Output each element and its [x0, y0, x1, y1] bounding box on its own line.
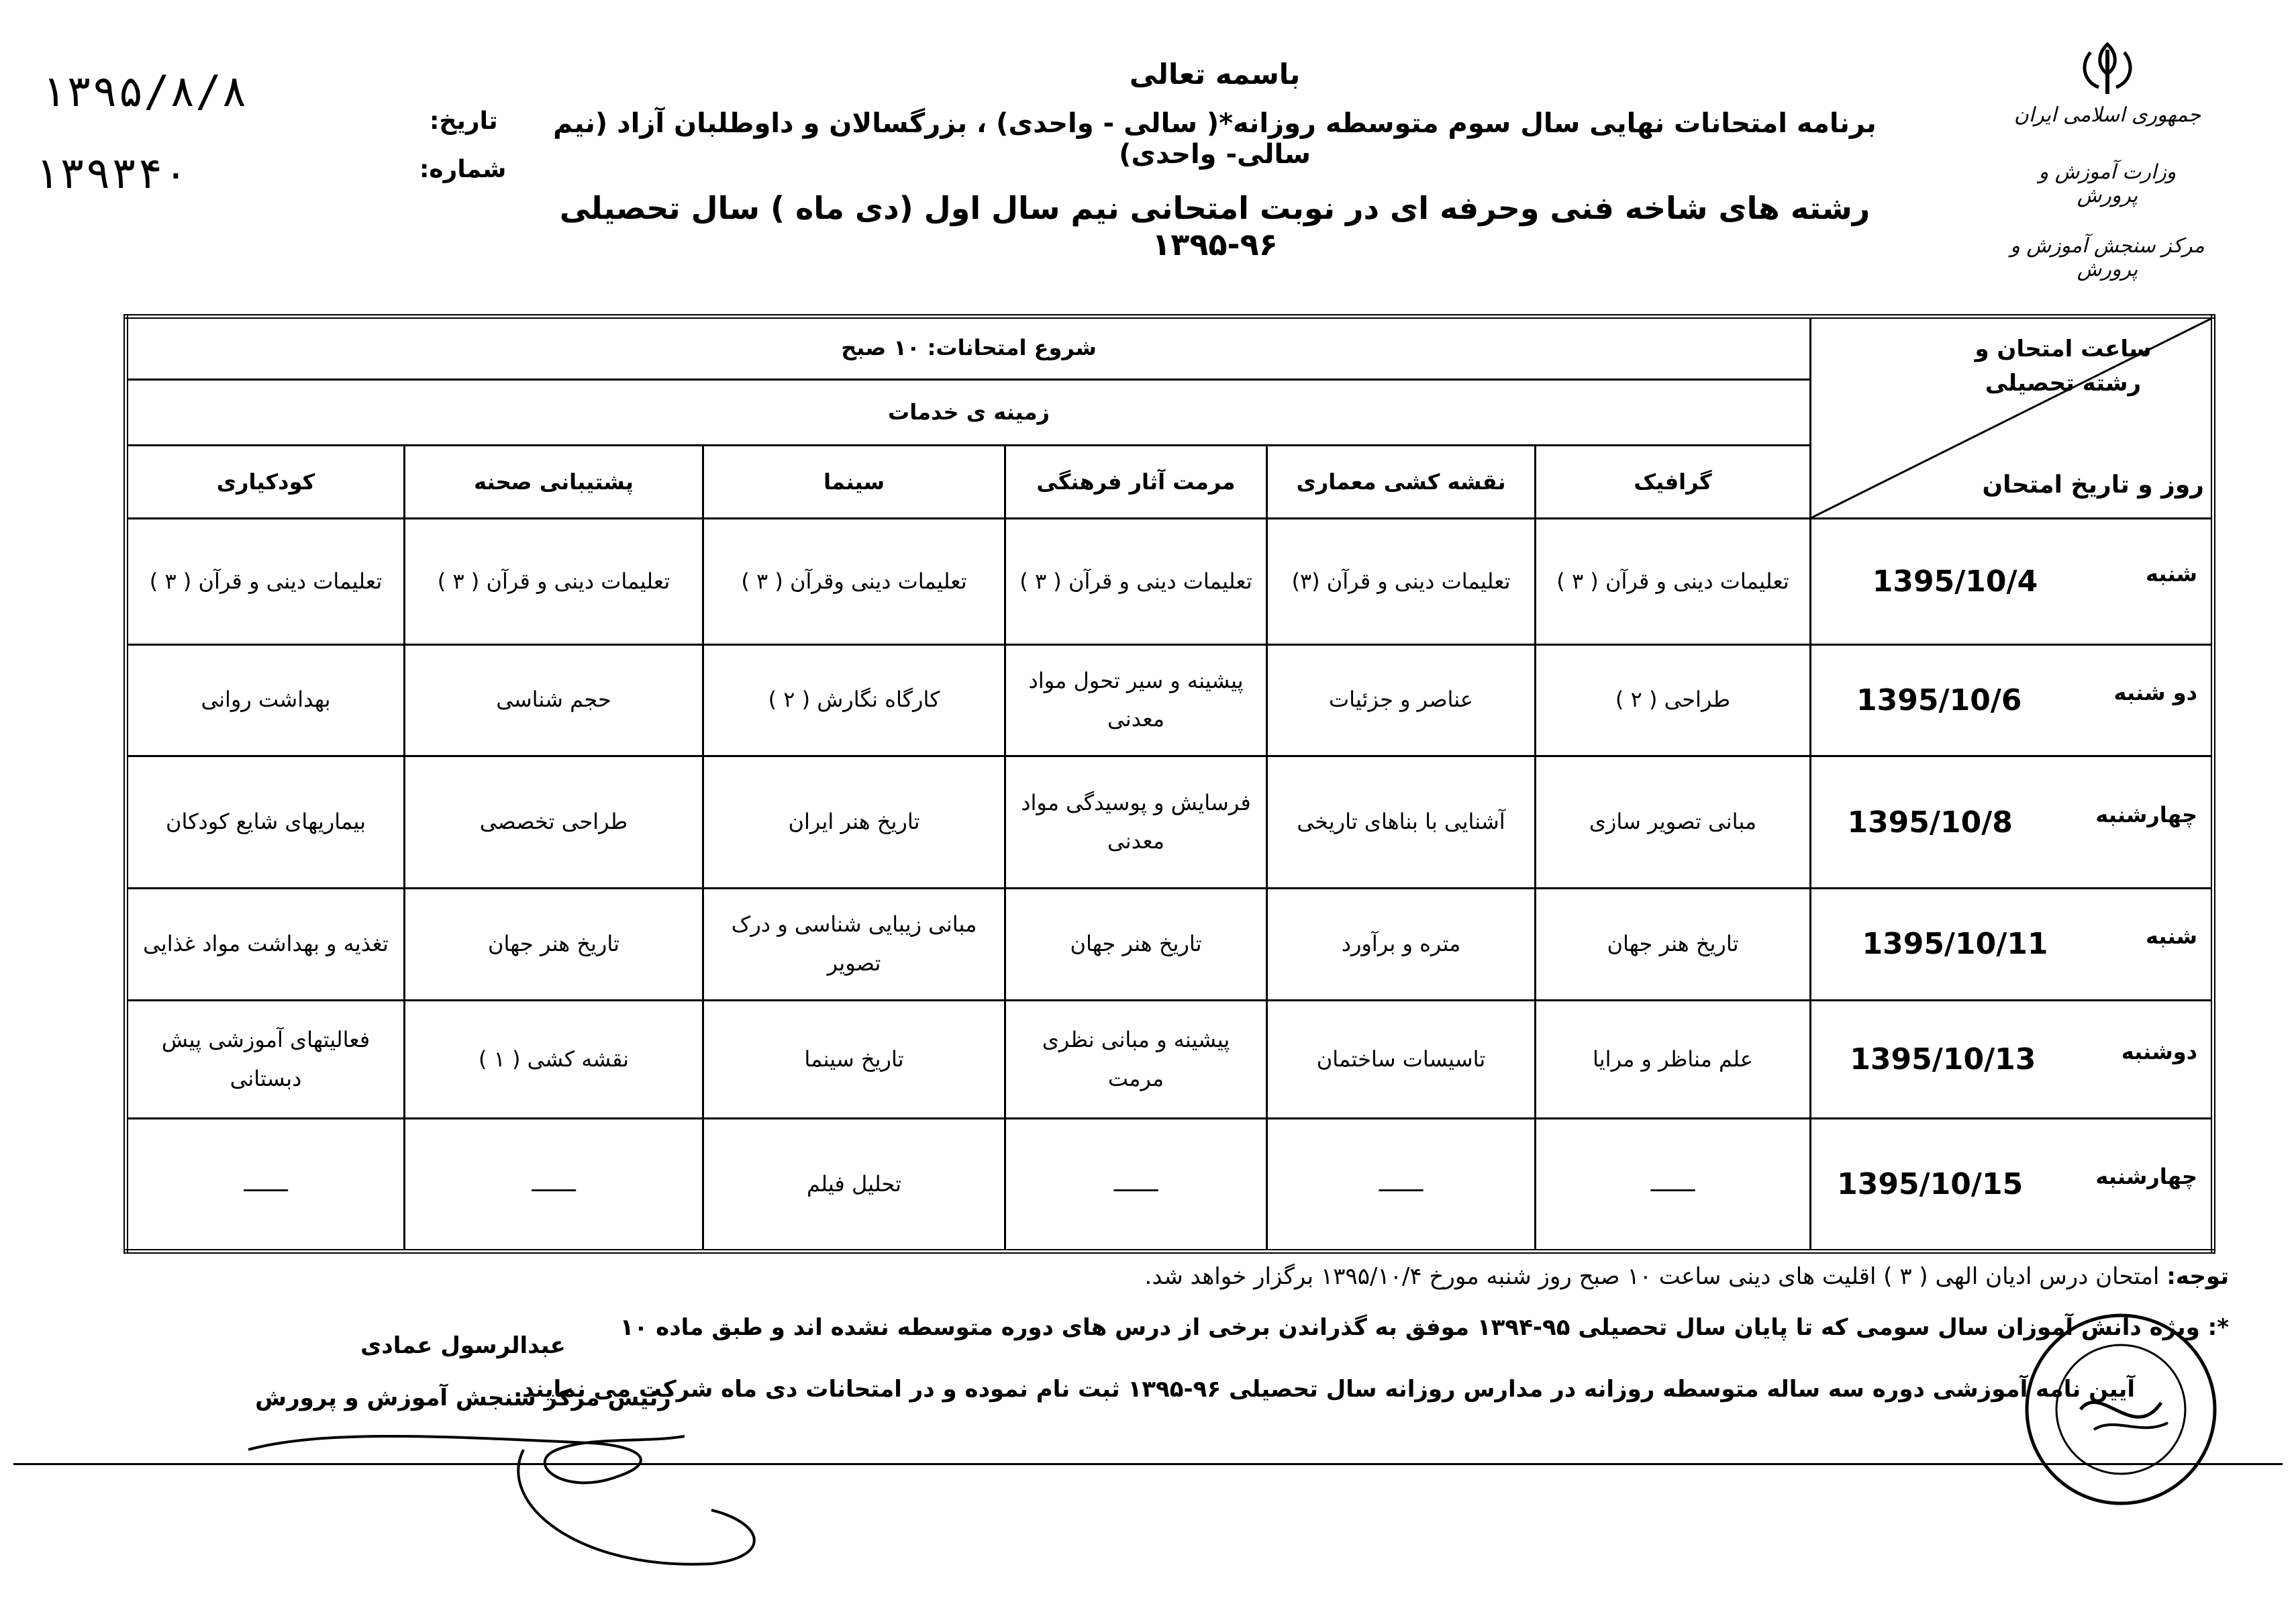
note-1: [81, 1263, 2229, 1290]
day-name: دو شنبه: [2113, 679, 2197, 705]
page-divider: [13, 1463, 2283, 1465]
signature-scribble: [242, 1423, 779, 1591]
corner-header-cell: [1811, 317, 2213, 519]
logo-line-3: مرکز سنجش آموزش و پرورش: [2010, 234, 2205, 281]
column-header: پشتیبانی صحنه: [405, 446, 703, 519]
note-1-text: امتحان درس ادیان الهی ( ۳ ) اقلیت های دینی ساعت ۱۰ صبح روز شنبه مورخ ۱۳۹۵/۱۰/۴ برگزار خواهد شد.: [1144, 1263, 2160, 1290]
subject-cell: پیشینه و سیر تحول مواد معدنی: [1005, 644, 1267, 756]
subject-cell: مبانی تصویر سازی: [1536, 756, 1811, 889]
subject-cell: آشنایی با بناهای تاریخی: [1267, 756, 1536, 889]
note-label: توجه:: [2166, 1263, 2229, 1290]
subject-cell: تاریخ هنر ایران: [703, 756, 1005, 889]
exam-date: 1395/10/8: [1847, 805, 2013, 840]
column-header: گرافیک: [1536, 446, 1811, 519]
note-2-line-1: *: ویژه دانش آموزان سال سومی که تا پایان سال تحصیلی ۹۵-۱۳۹۴ موفق به گذراندن برخی از درس های دوره متوسطه نشده اند و طبق ماده ۱۰: [619, 1314, 2229, 1341]
subject-cell: بهداشت روانی: [126, 644, 405, 756]
subject-cell: متره و برآورد: [1267, 889, 1536, 1000]
table-row: [126, 889, 2213, 1000]
subject-cell: طراحی تخصصی: [405, 756, 703, 889]
field-cell: زمینه ی خدمات: [126, 379, 1811, 446]
ministry-logo: [2007, 40, 2208, 281]
start-time-cell: شروع امتحانات: ۱۰ صبح: [126, 317, 1811, 380]
table-row: [126, 644, 2213, 756]
subject-cell: حجم شناسی: [405, 644, 703, 756]
subject-cell: تعلیمات دینی و قرآن (۳): [1267, 519, 1536, 644]
corner-bottom-label: روز و تاریخ امتحان: [1982, 470, 2204, 499]
handwritten-number: ۱۳۹۳۴۰: [34, 149, 189, 199]
corner-top-label: ساعت امتحان و رشته تحصیلی: [1975, 336, 2152, 397]
day-name: شنبه: [2146, 923, 2197, 950]
exam-date: 1395/10/11: [1862, 927, 2048, 962]
logo-line-2: وزارت آموزش و پرورش: [2038, 160, 2177, 207]
basmala: باسمه تعالی: [1129, 58, 1301, 91]
title-line-1: برنامه امتحانات نهایی سال سوم متوسطه روزانه*( سالی - واحدی) ، بزرگسالان و داوطلبان آزاد (نیم سالی- واحدی): [553, 108, 1877, 170]
subject-cell: تعلیمات دینی و قرآن ( ۳ ): [405, 519, 703, 644]
subject-cell: تعلیمات دینی و قرآن ( ۳ ): [1005, 519, 1267, 644]
column-header: سینما: [703, 446, 1005, 519]
subject-cell: ـــــــ: [405, 1119, 703, 1252]
note-2-line-2: آیین نامه آموزشی دوره سه ساله متوسطه روزانه در مدارس روزانه سال تحصیلی ۹۶-۱۳۹۵ ثبت نام نموده و در امتحانات دی ماه شرکت می نمایند.: [513, 1376, 2135, 1403]
official-stamp: [2020, 1309, 2222, 1510]
subject-cell: تغذیه و بهداشت مواد غذایی: [126, 889, 405, 1000]
subject-cell: بیماریهای شایع کودکان: [126, 756, 405, 889]
subject-cell: پیشینه و مبانی نظری مرمت: [1005, 1000, 1267, 1119]
document-header: [510, 58, 1919, 262]
subject-cell: تعلیمات دینی وقرآن ( ۳ ): [703, 519, 1005, 644]
signer-title: رئیس مرکز سنجش آموزش و پرورش: [255, 1385, 671, 1411]
table-row: [126, 519, 2213, 644]
subject-cell: طراحی ( ۲ ): [1536, 644, 1811, 756]
subject-cell: عناصر و جزئیات: [1267, 644, 1536, 756]
table-row: [126, 1000, 2213, 1119]
column-header: کودکیاری: [126, 446, 405, 519]
column-header: مرمت آثار فرهنگی: [1005, 446, 1267, 519]
subject-cell: فرسایش و پوسیدگی مواد معدنی: [1005, 756, 1267, 889]
day-name: شنبه: [2146, 560, 2197, 587]
subject-cell: تاریخ هنر جهان: [1005, 889, 1267, 1000]
day-cell: [1811, 644, 2213, 756]
subject-cell: ـــــــ: [126, 1119, 405, 1252]
exam-date: 1395/10/6: [1856, 683, 2022, 717]
subject-cell: ـــــــ: [1005, 1119, 1267, 1252]
subject-cell: تاریخ هنر جهان: [405, 889, 703, 1000]
day-cell: [1811, 519, 2213, 644]
subject-cell: تاریخ سینما: [703, 1000, 1005, 1119]
subject-cell: تاسیسات ساختمان: [1267, 1000, 1536, 1119]
exam-schedule-table: [123, 314, 2215, 1254]
subject-cell: مبانی زیبایی شناسی و درک تصویر: [703, 889, 1005, 1000]
day-cell: [1811, 1119, 2213, 1252]
logo-line-1: جمهوری اسلامی ایران: [2013, 103, 2201, 127]
subject-cell: ـــــــ: [1536, 1119, 1811, 1252]
signer-name: عبدالرسول عمادی: [360, 1332, 566, 1359]
subject-cell: تاریخ هنر جهان: [1536, 889, 1811, 1000]
subject-cell: ـــــــ: [1267, 1119, 1536, 1252]
column-header: نقشه کشی معماری: [1267, 446, 1536, 519]
day-name: دوشنبه: [2121, 1038, 2197, 1064]
day-name: چهارشنبه: [2095, 801, 2197, 828]
day-cell: [1811, 756, 2213, 889]
table-row: [126, 1119, 2213, 1252]
subject-cell: علم مناظر و مرایا: [1536, 1000, 1811, 1119]
subject-cell: نقشه کشی ( ۱ ): [405, 1000, 703, 1119]
subject-cell: تعلیمات دینی و قرآن ( ۳ ): [126, 519, 405, 644]
subject-cell: کارگاه نگارش ( ۲ ): [703, 644, 1005, 756]
day-cell: [1811, 1000, 2213, 1119]
exam-date: 1395/10/4: [1872, 564, 2038, 599]
title-line-2: رشته های شاخه فنی وحرفه ای در نوبت امتحانی نیم سال اول (دی ماه ) سال تحصیلی ۹۶-۱۳۹۵: [559, 190, 1870, 262]
subject-cell: تحلیل فیلم: [703, 1119, 1005, 1252]
exam-date: 1395/10/15: [1837, 1167, 2024, 1202]
number-label: شماره:: [419, 156, 507, 183]
day-cell: [1811, 889, 2213, 1000]
subject-cell: فعالیتهای آموزشی پیش دبستانی: [126, 1000, 405, 1119]
table-row: [126, 756, 2213, 889]
handwritten-date: ۱۳۹۵/۸/۸: [40, 67, 248, 117]
exam-date: 1395/10/13: [1850, 1042, 2036, 1077]
date-label: تاریخ:: [430, 107, 498, 135]
signature-block: [248, 1332, 678, 1411]
day-name: چهارشنبه: [2095, 1164, 2197, 1190]
iran-emblem-icon: [2070, 40, 2144, 101]
subject-cell: تعلیمات دینی و قرآن ( ۳ ): [1536, 519, 1811, 644]
